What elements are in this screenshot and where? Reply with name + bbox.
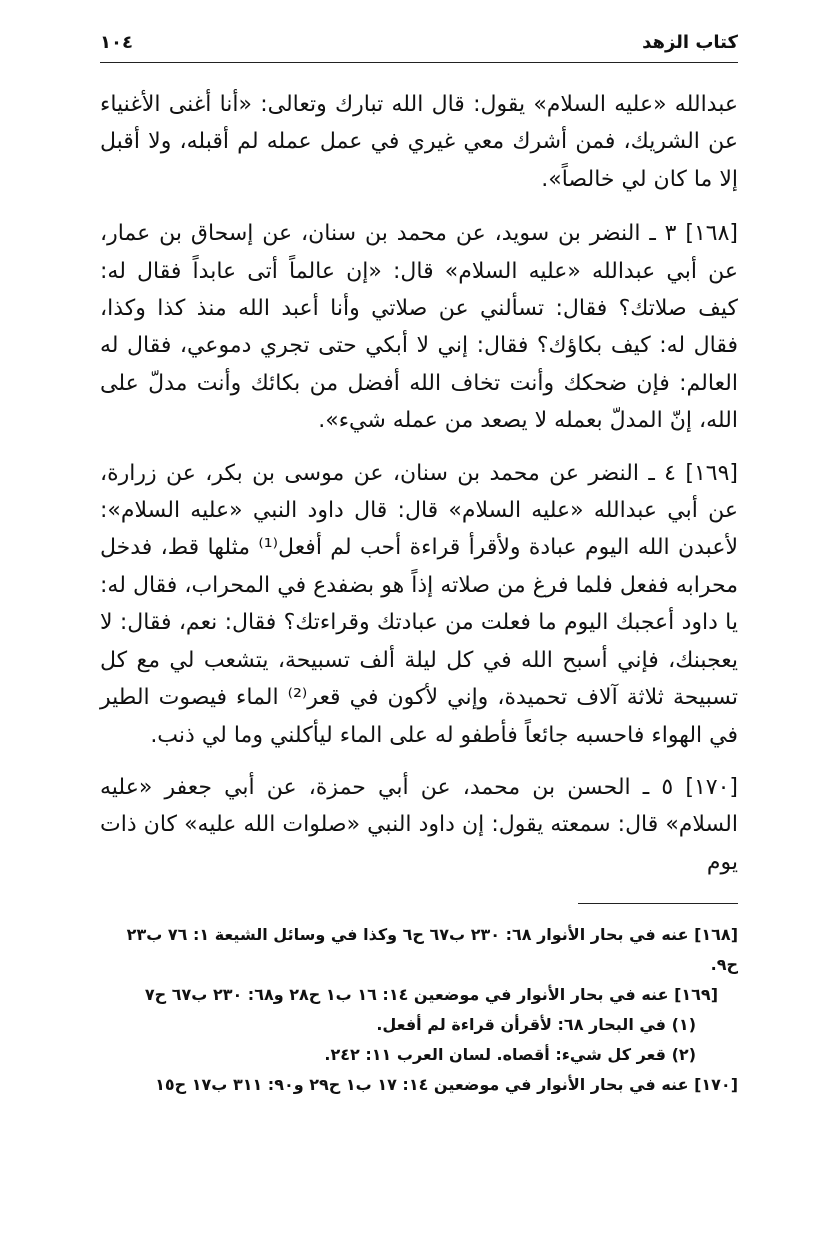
paragraph-hadith-170: [١٧٠] ٥ ـ الحسن بن محمد، عن أبي حمزة، عن أبي جعفر «عليه السلام» قال: سمعته يقول: إن داود النبي «صلوات الله عليه» كان ذات يوم — [100, 774, 738, 875]
page-number: ١٠٤ — [100, 32, 133, 53]
footnote-separator — [578, 903, 738, 904]
paragraph-hadith-169: [١٦٩] ٤ ـ النضر عن محمد بن سنان، عن موسى بن بكر، عن زرارة، عن أبي عبدالله «عليه السلام» قال: قال داود النبي «عليه السلام»: لأعبدن الله اليوم عبادة ولأقرأ قراءة أحب لم أفعل⁽¹⁾ مثلها قط، فدخل محرابه ففعل فلما فرغ من صلاته إذاً هو بضفدع في المحراب، فقال له: يا داود أعجبك اليوم ما فعلت من عبادتك وقراءتك؟ فقال: نعم، فقال: لا يعجبنك، فإني أسبح الله في كل ليلة ألف تسبيحة، يتشعب لي مع كل تسبيحة ثلاثة آلاف تحميدة، وإني لأكون في قعر⁽²⁾ الماء فيصوت الطير في الهواء فاحسبه جائعاً فأطفو له على الماء ليأكلني وما لي ذنب. — [100, 460, 738, 748]
footnote-170: [١٧٠] عنه في بحار الأنوار في موضعين ١٤: ١٧ ب١ ح٢٩ و٩٠: ٣١١ ب١٧ ح١٥ — [155, 1075, 738, 1094]
running-title: كتاب الزهد — [642, 32, 738, 53]
main-text — [100, 86, 738, 896]
footnote-2: (٢) قعر كل شيء: أقصاه. لسان العرب ١١: ٢٤٢. — [324, 1045, 696, 1064]
page-header — [100, 26, 738, 63]
footnotes — [100, 920, 738, 1100]
paragraph-hadith-168: [١٦٨] ٣ ـ النضر بن سويد، عن محمد بن سنان، عن إسحاق بن عمار، عن أبي عبدالله «عليه السلام» قال: «إن عالماً أتى عابداً فقال له: كيف صلاتك؟ فقال: تسألني عن صلاتي وأنا أعبد الله منذ كذا وكذا، فقال له: كيف بكاؤك؟ فقال: إني لا أبكي حتى تجري دموعي، فقال له العالم: فإن ضحكك وأنت تخاف الله أفضل من بكائك وأنت مدلّ على الله، إنّ المدلّ بعمله لا يصعد من عمله شيء». — [100, 221, 738, 434]
footnote-1: (١) في البحار ٦٨: لأقرأن قراءة لم أفعل. — [376, 1015, 696, 1034]
footnote-168: [١٦٨] عنه في بحار الأنوار ٦٨: ٢٣٠ ب٦٧ ح٦ وكذا في وسائل الشيعة ١: ٧٦ ب٢٣ ح٩. — [126, 925, 738, 974]
footnote-169: [١٦٩] عنه في بحار الأنوار في موضعين ١٤: ١٦ ب١ ح٢٨ و٦٨: ٢٣٠ ب٦٧ ح٧ — [144, 985, 718, 1004]
paragraph: عبدالله «عليه السلام» يقول: قال الله تبارك وتعالى: «أنا أغنى الأغنياء عن الشريك، فمن أشرك معي غيري في عمل عمله لم أقبله، ولا أقبل إلا ما كان لي خالصاً». — [100, 92, 738, 192]
